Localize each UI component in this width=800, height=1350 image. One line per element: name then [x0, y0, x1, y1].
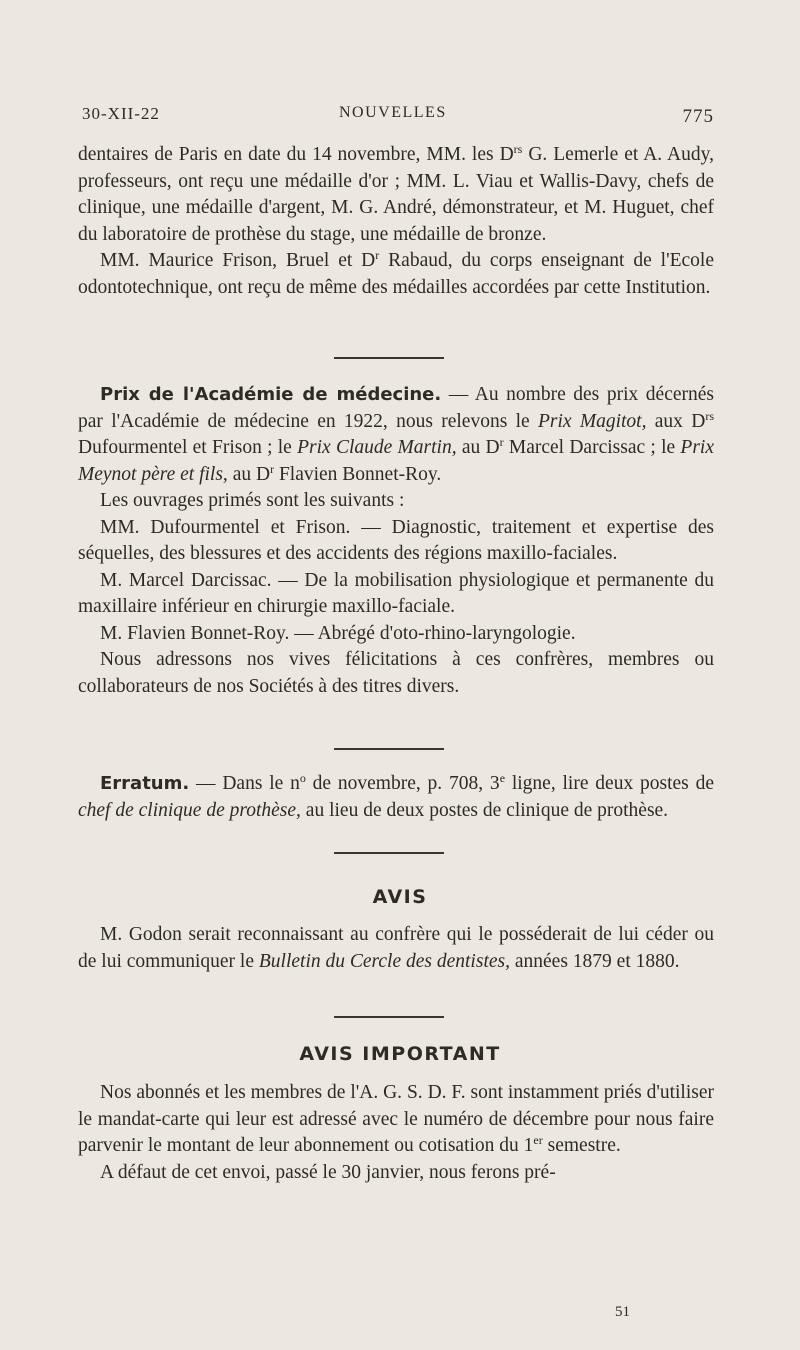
prix-paragraph-2: Les ouvrages primés sont les suivants :	[100, 490, 405, 511]
prix-paragraph-5: M. Flavien Bonnet-Roy. — Abrégé d'oto-rhino-laryngologie.	[100, 622, 576, 644]
avis-important-heading: AVIS IMPORTANT	[299, 1043, 501, 1065]
avis-section	[78, 922, 714, 975]
running-header	[82, 100, 714, 130]
prix-heading: Prix de l'Académie de médecine.	[100, 384, 442, 405]
intro-paragraph-1: dentaires de Paris en date du 14 novembre, MM. les $D^{rs}$ G. Lemerle et A. Audy, professeurs, ont reçu une médaille d'or ; MM. L. Viau et Wallis-Davy, chefs de clinique, une médaille d'argent, M. G. André, démonstrateur, et M. Huguet, chef du laboratoire de prothèse du stage, une médaille de bronze.	[78, 142, 714, 245]
intro-paragraph-2: MM. Maurice Frison, Bruel et $D^r$ Rabaud, du corps enseignant de l'Ecole odontotechnique, ont reçu de même des médailles accordées par cette Institution.	[78, 248, 715, 298]
avis-important-paragraph-2: A défaut de cet envoi, passé le 30 janvier, nous ferons pré-	[100, 1161, 556, 1183]
prix-paragraph-4: M. Marcel Darcissac. — De la mobilisation physiologique et permanente du maxillaire inférieur en chirurgie maxillo-faciale.	[78, 569, 714, 617]
separator-rule	[334, 357, 444, 359]
header-section: NOUVELLES	[339, 104, 447, 121]
header-date: 30-XII-22	[82, 104, 160, 123]
signature-mark: 51	[615, 1304, 630, 1320]
erratum-section	[78, 771, 714, 824]
avis-important-section	[78, 1080, 714, 1186]
intro-block	[78, 142, 714, 301]
separator-rule	[334, 1016, 444, 1018]
erratum-paragraph: Erratum. — Dans le $n^o$ de novembre, p. 708, 3e ligne, lire deux postes de chef de clinique de prothèse, au lieu de deux postes de clinique de prothèse.	[78, 771, 714, 821]
prix-paragraph-6: Nous adressons nos vives félicitations à ces confrères, membres ou collaborateurs de nos Sociétés à des titres divers.	[78, 649, 714, 697]
erratum-heading: Erratum.	[100, 773, 190, 794]
avis-heading: AVIS	[372, 886, 428, 908]
separator-rule	[334, 852, 444, 854]
separator-rule	[334, 748, 444, 750]
header-page-number: 775	[682, 106, 714, 127]
prix-paragraph-3: MM. Dufourmentel et Frison. — Diagnostic, traitement et expertise des séquelles, des blessures et des accidents des régions maxillo-faciales.	[78, 516, 714, 564]
prix-paragraph-1: Prix de l'Académie de médecine. — Au nombre des prix décernés par l'Académie de médecine en 1922, nous relevons le Prix Magitot, aux $D^{rs}$ Dufourmentel et Frison ; le Prix Claude Martin, au $D^r$ Marcel Darcissac ; le Prix Meynot père et fils, au $D^r$ Flavien Bonnet-Roy.	[78, 384, 714, 485]
prix-section	[78, 382, 714, 700]
avis-important-paragraph-1: Nos abonnés et les membres de l'A. G. S. D. F. sont instamment priés d'utiliser le mandat-carte qui leur est adressé avec le numéro de décembre pour nous faire parvenir le montant de leur abonnement ou cotisation du 1er semestre.	[78, 1082, 714, 1156]
avis-paragraph: M. Godon serait reconnaissant au confrère qui le posséderait de lui céder ou de lui communiquer le Bulletin du Cercle des dentistes, années 1879 et 1880.	[78, 924, 714, 972]
